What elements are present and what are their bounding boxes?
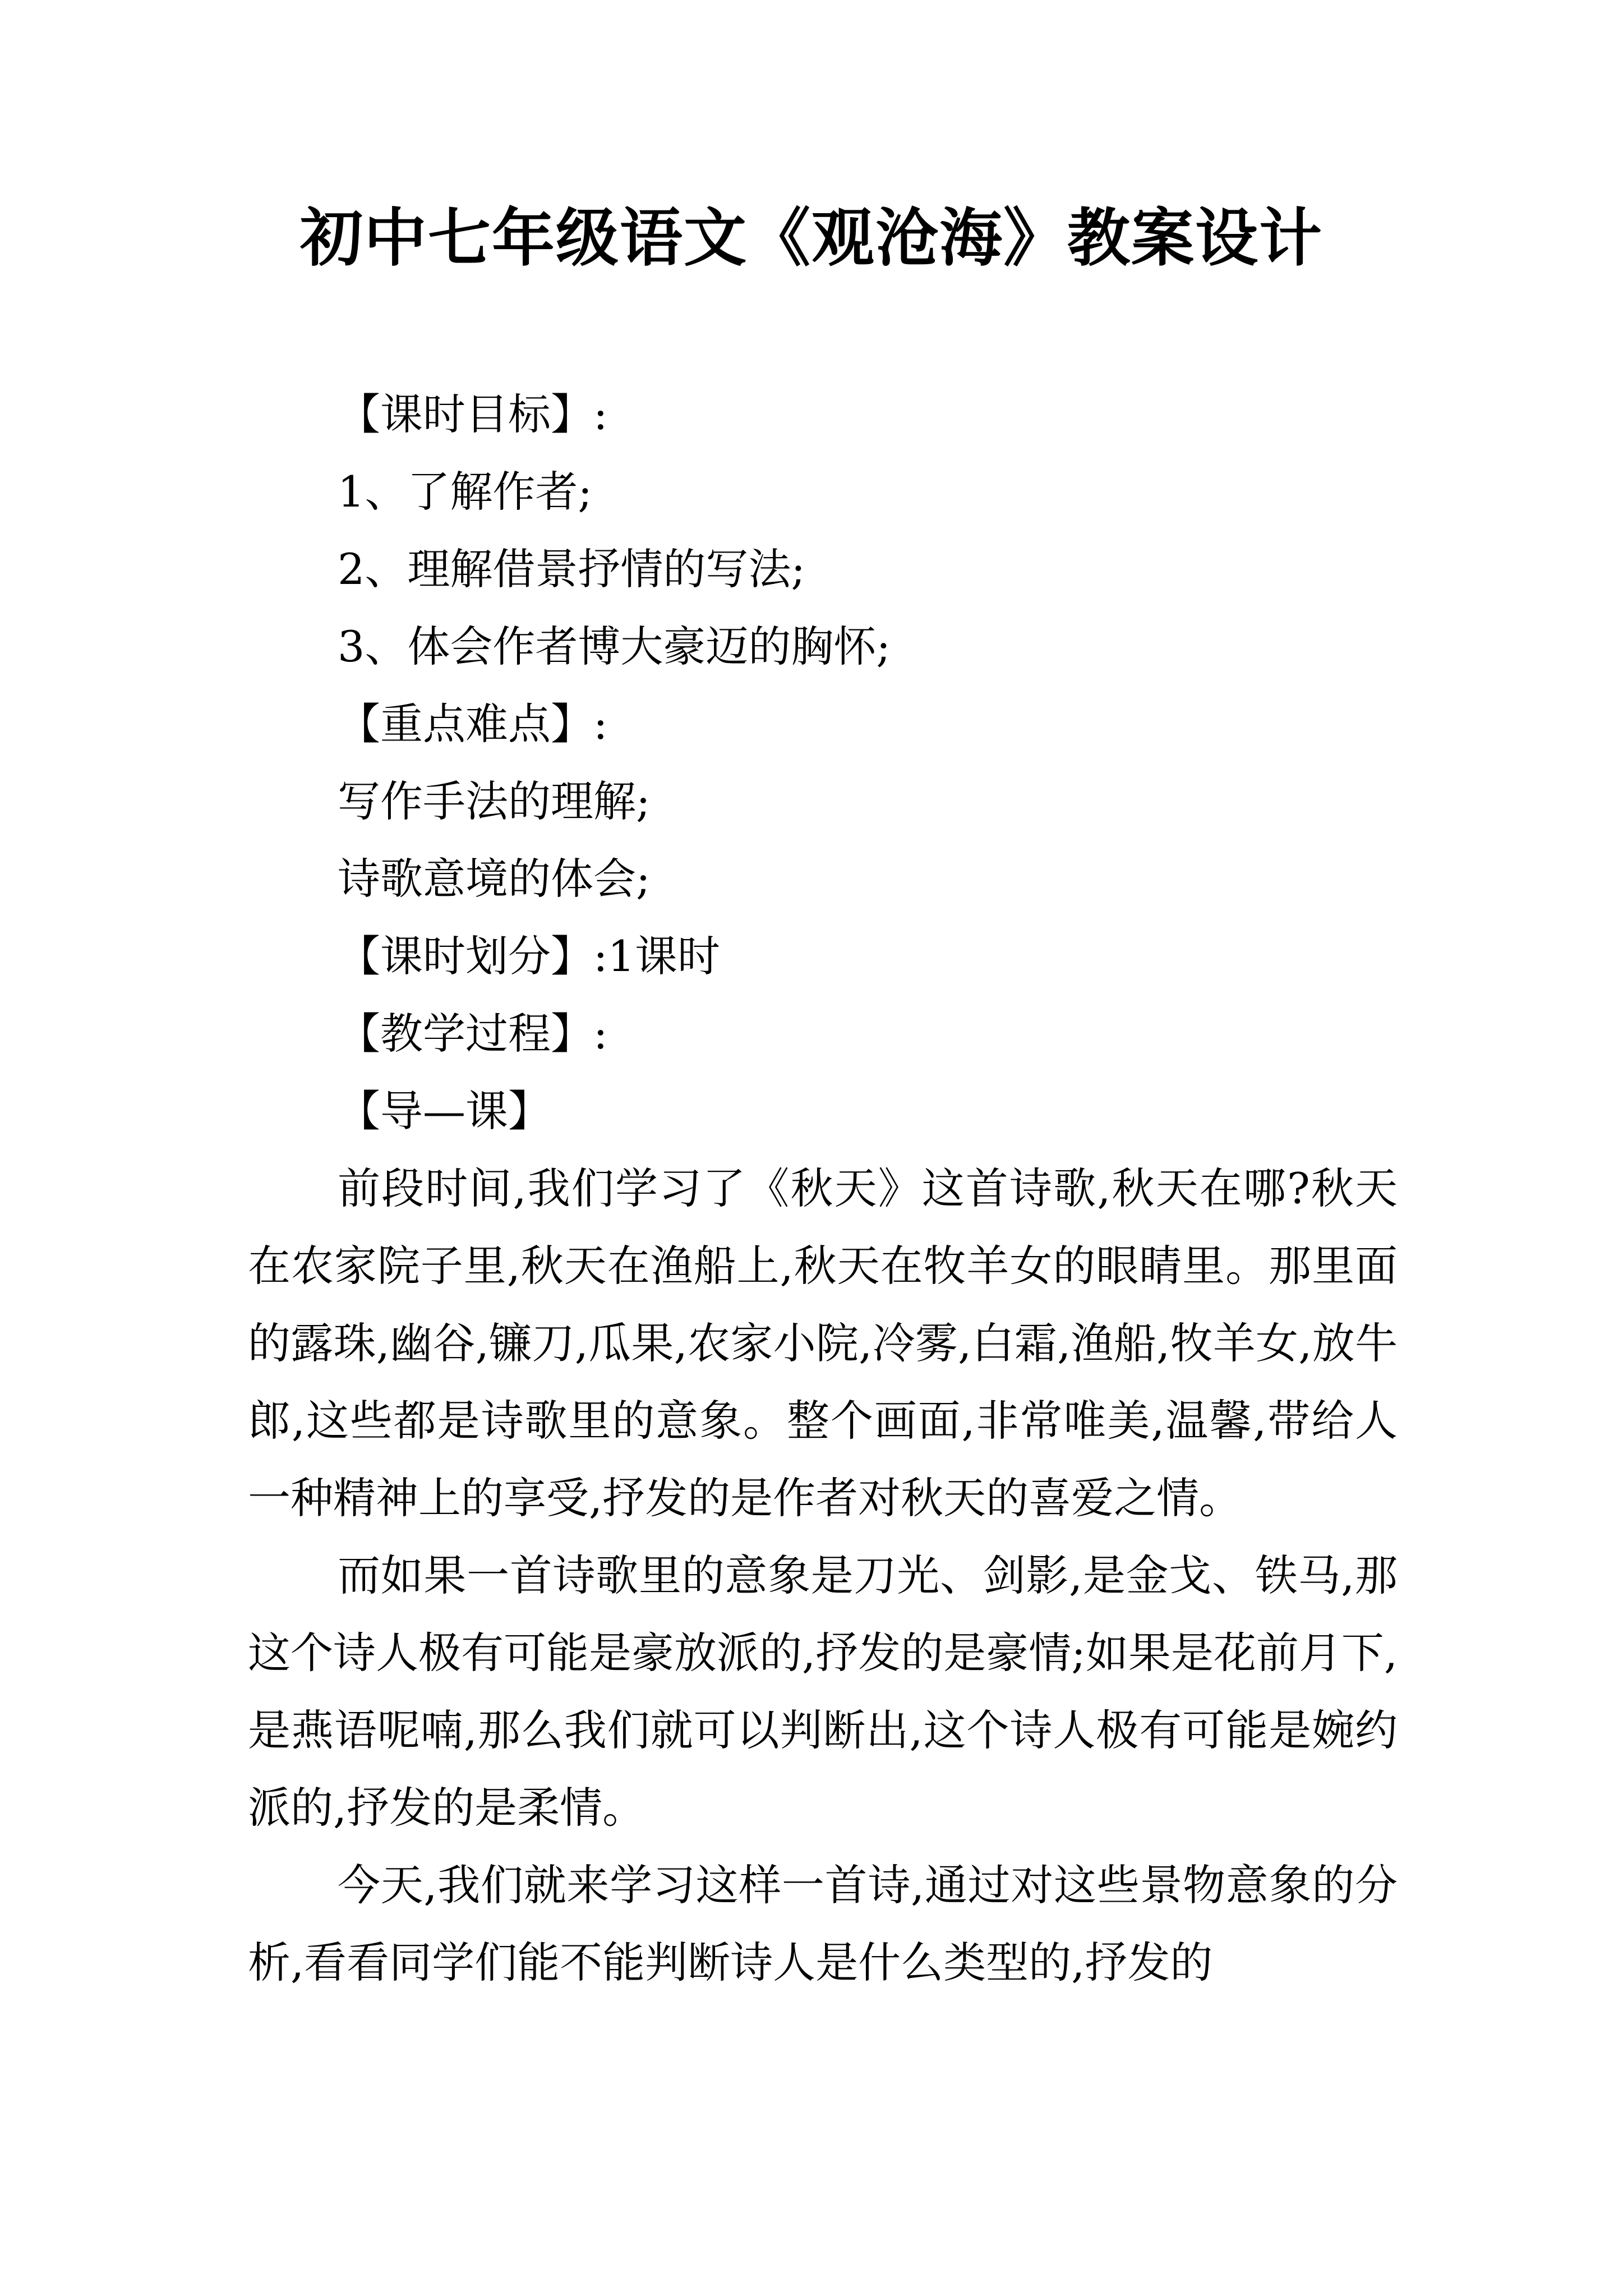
paragraph: 今天,我们就来学习这样一首诗,通过对这些景物意象的分析,看看同学们能不能判断诗人是什么类型的,抒发的: [248, 1860, 1398, 1987]
objective-item: 1、了解作者;: [338, 467, 592, 517]
objective-item: 3、体会作者博大豪迈的胸怀;: [338, 622, 891, 671]
process-heading: 【教学过程】:: [338, 1009, 608, 1059]
document-title: 初中七年级语文《观沧海》教案设计: [300, 201, 1323, 275]
paragraph: 前段时间,我们学习了《秋天》这首诗歌,秋天在哪?秋天在农家院子里,秋天在渔船上,秋天在牧羊女的眼睛里。那里面的露珠,幽谷,镰刀,瓜果,农家小院,冷雾,白霜,渔船,牧羊女,放牛郎,这些都是诗歌里的意象。整个画面,非常唯美,温馨,带给人一种精神上的享受,抒发的是作者对秋天的喜爱之情。: [248, 1163, 1398, 1523]
key-point-item: 写作手法的理解;: [338, 776, 651, 826]
key-point-item: 诗歌意境的体会;: [338, 854, 651, 904]
schedule-line: 【课时划分】:1课时: [338, 931, 720, 981]
document-body: [248, 376, 1398, 2001]
key-points-heading: 【重点难点】:: [338, 699, 608, 749]
intro-heading: 【导—课】: [338, 1086, 551, 1136]
paragraph: 而如果一首诗歌里的意象是刀光、剑影,是金戈、铁马,那这个诗人极有可能是豪放派的,抒发的是豪情;如果是花前月下,是燕语呢喃,那么我们就可以判断出,这个诗人极有可能是婉约派的,抒发的是柔情。: [248, 1550, 1398, 1833]
objective-item: 2、理解借景抒情的写法;: [338, 544, 805, 594]
objectives-heading: 【课时目标】:: [338, 389, 608, 439]
